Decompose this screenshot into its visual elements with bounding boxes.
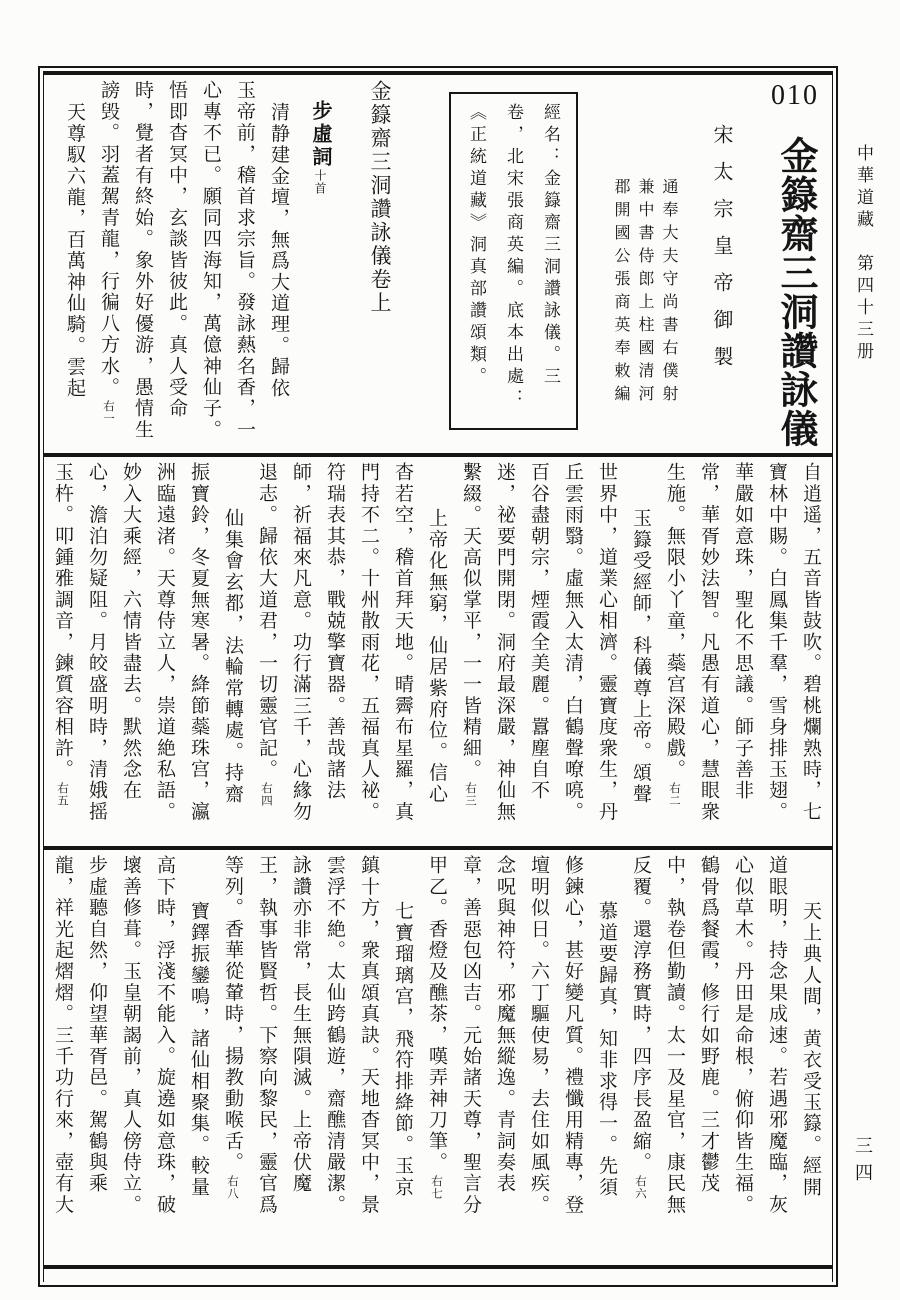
register-bottom [44,850,832,1265]
section-heading-column [297,80,343,453]
poem-text: 清静建金壇，無爲大道理。歸依 [268,102,289,399]
poem-column [283,855,317,1265]
poem-column [759,855,793,1265]
series-title: 中華道藏 第四十三册 [854,144,873,364]
poem-column [57,80,91,453]
poem-text: 心似草木。丹田是命根，俯仰皆生福。 [732,855,753,1216]
poem-column [555,462,589,846]
poem-column [453,855,487,1265]
poem-text: 自逍遥，五音皆鼓吹。碧桃爛熟時，七 [800,462,821,823]
poem-text: 玉杵。叩鍾雅調音，鍊質容相許。 [52,462,73,780]
note-column: 《正統道藏》洞真部讚頌類。 [467,103,486,389]
poem-column [91,80,125,453]
poem-text: 杳若空，稽首拜天地。晴霽布星羅，真 [392,462,413,823]
poem-text: 王，執事皆賢哲。下察向黎民，靈官爲 [256,855,277,1216]
poem-column [521,462,555,846]
poem-column [521,855,555,1265]
editor-credit-column: 郡開國公張商英奉敕編 [612,178,629,408]
poem-column [419,855,453,1265]
poem-text: 華嚴如意珠，聖化不思議。師子善非 [732,462,753,802]
text-title-column [763,80,827,453]
poem-column [623,855,657,1265]
stanza-end-marker: 右三 [464,782,476,807]
poem-column [249,462,283,846]
poem-column [691,855,725,1265]
poem-column [181,462,215,846]
stanza-end-marker: 右二 [668,782,680,807]
poem-column [351,855,385,1265]
poem-text: 仙集會玄都，法輪常轉處。持齋 [222,508,243,805]
bibliographic-note-box [449,92,578,430]
poem-column [159,80,193,453]
register-top [44,75,832,453]
poem-text: 常，華胥妙法智。凡愚有道心，慧眼衆 [698,462,719,823]
poem-column [317,855,351,1265]
poem-text: 龍，祥光起熠熠。三千功行來，壺有大 [52,855,73,1216]
poem-text: 中，執卷但勤讀。太一及星官，康民無 [664,855,685,1216]
poem-text: 詠讚亦非常，長生無隕滅。上帝伏魔 [290,855,311,1195]
editor-credit-column: 兼中書侍郎上柱國清河 [636,178,653,408]
poem-column [249,855,283,1265]
register-middle [44,457,832,846]
poem-text: 心專不已。願同四海知，萬億神仙子。 [200,80,221,441]
poem-column [419,462,453,846]
poem-text: 修鍊心，甚好變凡質。禮懺用精專，登 [562,855,583,1216]
poem-text: 反覆。還淳務實時，四序長盈縮。 [630,855,651,1173]
poem-text: 謗毁。羽蓋駕青龍，行徧八方水。 [98,80,119,398]
poem-column [317,462,351,846]
poem-column [181,855,215,1265]
poem-text: 妙入大乘經，六情皆盡去。默然念在 [120,462,141,802]
poem-column [113,855,147,1265]
poem-column [793,462,827,846]
poem-column [45,855,79,1265]
stanza-end-marker: 右五 [56,782,68,807]
note-column: 卷，北宋張商英編。底本出處： [504,103,523,411]
poem-column [453,462,487,846]
poem-text: 退志。歸依大道君，一切靈官記。 [256,462,277,780]
poem-text: 七寶瑠璃宫，飛符排絳節。玉京 [392,901,413,1198]
poem-text: 天上典人間，黄衣受玉籙。經開 [800,901,821,1198]
stanza-end-marker: 右六 [634,1175,646,1200]
poem-column [589,855,623,1265]
folio-page-number: 三四 [853,1136,873,1190]
text-serial-number: 010 [771,80,819,111]
poem-column [623,462,657,846]
poem-column [385,855,419,1265]
poem-text: 心，澹泊勿疑阻。月皎盛明時，清娥摇 [86,462,107,823]
poem-text: 繫綴。天高似掌平，一一皆精細。 [460,462,481,780]
poem-text: 等列。香華從輦時，揚教動喉舌。 [222,855,243,1173]
bottom-rule [44,1265,832,1269]
poem-column [147,855,181,1265]
poem-column [793,855,827,1265]
poem-text: 雲浮不絶。太仙跨鶴遊，齋醮清嚴潔。 [324,855,345,1216]
poem-text: 天尊馭六龍，百萬神仙騎。雲起 [64,102,85,399]
poem-text: 迷，祕要門開閉。洞府最深嚴，神仙無 [494,462,515,823]
poem-text: 世界中，道業心相濟。靈寶度衆生，丹 [596,462,617,823]
poem-column [227,80,261,453]
poem-column [193,80,227,453]
poem-text: 玉帝前，稽首求宗旨。發詠爇名香，一 [234,80,255,441]
page-frame-inner [43,71,833,1282]
chapter-title-column: 金籙齋三洞讚詠儀卷上 [368,80,392,315]
poem-text: 振寶鈴，冬夏無寒暑。絳節蘂珠宫，瀛 [188,462,209,823]
poem-column [759,462,793,846]
poem-text: 步虛聽自然，仰望華胥邑。駕鶴與乘 [86,855,107,1195]
poem-column [657,462,691,846]
poem-column [725,462,759,846]
stanza-end-marker: 右四 [260,782,272,807]
stanza-end-marker: 右八 [226,1175,238,1200]
poem-text: 壞善修葺。玉皇朝謁前，真人傍侍立。 [120,855,141,1216]
page-frame [38,66,838,1287]
poem-text: 壇明似日。六丁驅使易，去住如風疾。 [528,855,549,1216]
poem-text: 丘雲雨翳。虛無入太清，白鶴聲嘹喨。 [562,462,583,823]
section-subtitle: 十首 [313,169,327,195]
poem-column [351,462,385,846]
poem-column [589,462,623,846]
poem-column [125,80,159,453]
poem-text: 慕道要歸真，知非求得一。先須 [596,901,617,1198]
stanza-end-marker: 右七 [430,1175,442,1200]
section-title: 步虛詞 [309,100,331,169]
poem-text: 百谷盡朝宗，煙霞全美麗。囂塵自不 [528,462,549,802]
imperial-attribution-column: 宋太宗皇帝御製 [710,124,732,383]
poem-column [487,855,521,1265]
poem-column [691,462,725,846]
poem-column [555,855,589,1265]
poem-text: 寶鐸振鑾鳴，諸仙相聚集。較量 [188,901,209,1198]
poem-text: 道眼明，持念果成速。若遇邪魔臨，灰 [766,855,787,1216]
poem-text: 鶴骨爲餐霞，修行如野鹿。三才鬱茂 [698,855,719,1195]
poem-text: 悟即杳冥中，玄談皆彼此。真人受命 [166,80,187,420]
poem-column [79,855,113,1265]
poem-column [215,855,249,1265]
poem-text: 玉籙受經師，科儀尊上帝。頌聲 [630,508,651,805]
note-column: 經名：金籙齋三洞讚詠儀。三 [541,103,560,389]
poem-text: 上帝化無窮，仙居紫府位。信心 [426,508,447,805]
main-title: 金籙齋三洞讚詠儀 [774,136,816,448]
poem-text: 寶林中賜。白鳳集千羣，雪身排玉翅。 [766,462,787,823]
poem-column [147,462,181,846]
poem-text: 章，善惡包凶吉。元始諸天尊，聖言分 [460,855,481,1216]
poem-text: 生施。無限小丫童，蘂宫深殿戲。 [664,462,685,780]
poem-column [283,462,317,846]
poem-text: 甲乙。香燈及醮茶，嘆弄神刀筆。 [426,855,447,1173]
poem-text: 符瑞表其恭，戰兢擎寶器。善哉諸法 [324,462,345,802]
poem-column [113,462,147,846]
poem-text: 洲臨遠渚。天尊侍立人，崇道絶私語。 [154,462,175,823]
editor-credit-column: 通奉大夫守尚書右僕射 [660,178,677,408]
poem-text: 門持不二。十州散雨花，五福真人祕。 [358,462,379,823]
poem-column [487,462,521,846]
poem-column [657,855,691,1265]
stanza-end-marker: 右一 [102,400,114,425]
poem-column [45,462,79,846]
poem-column [725,855,759,1265]
poem-text: 高下時，浮淺不能入。旋遶如意珠，破 [154,855,175,1216]
poem-column [385,462,419,846]
poem-text: 念呪與神符，邪魔無縱逸。青詞奏表 [494,855,515,1195]
poem-column [215,462,249,846]
poem-text: 時，覺者有終始。象外好優游，愚情生 [132,80,153,441]
poem-text: 師，祈福來凡意。功行滿三千，心緣勿 [290,462,311,823]
poem-column [261,80,295,453]
poem-column [79,462,113,846]
poem-text: 鎮十方，衆真頌真訣。天地杳冥中，景 [358,855,379,1216]
